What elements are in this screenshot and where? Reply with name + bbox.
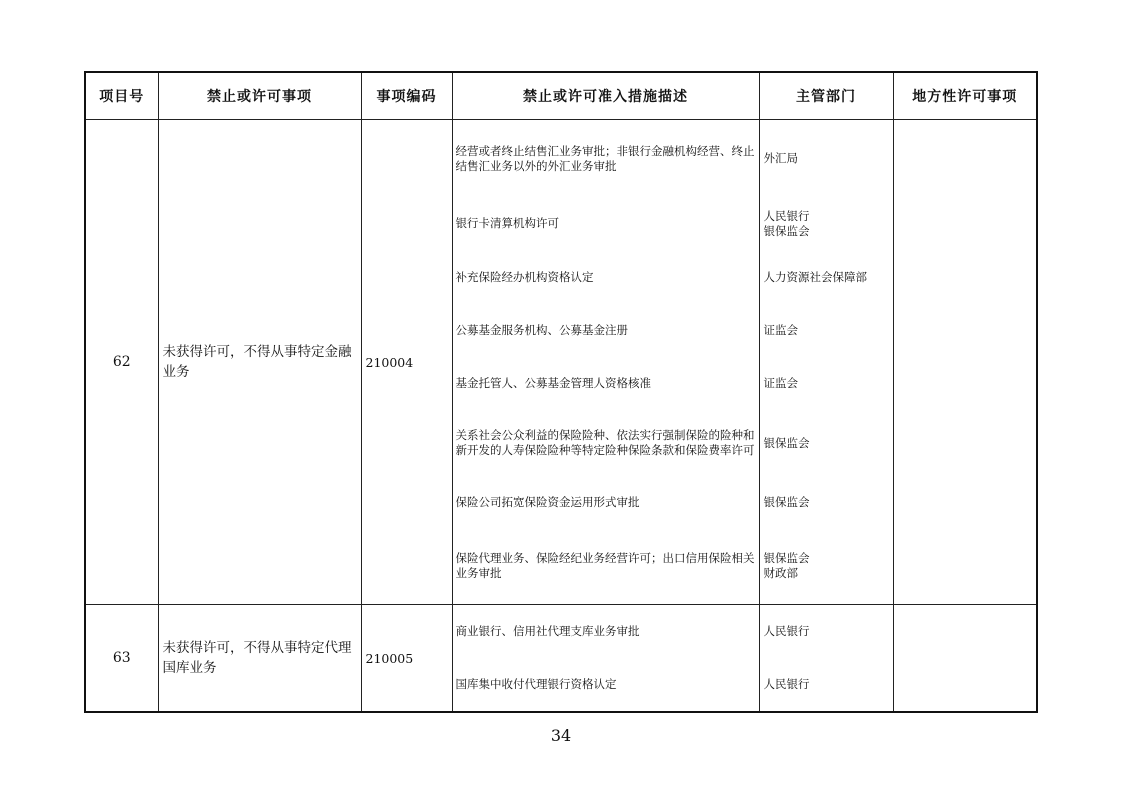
department-cell — [759, 120, 893, 605]
measure-description: 商业银行、信用社代理支库业务审批 — [455, 624, 640, 638]
department: 银保监会 财政部 — [763, 551, 810, 580]
item-number: 62 — [85, 120, 158, 605]
measure-description: 国库集中收付代理银行资格认定 — [455, 677, 617, 691]
header-local-permit: 地方性许可事项 — [893, 72, 1037, 120]
local-permit-cell — [893, 605, 1037, 713]
department: 人力资源社会保障部 — [763, 269, 867, 284]
local-permit-cell — [893, 120, 1037, 605]
header-item-number: 项目号 — [85, 72, 158, 120]
item-code: 210004 — [361, 120, 452, 605]
measure-description: 保险代理业务、保险经纪业务经营许可；出口信用保险相关业务审批 — [455, 551, 755, 580]
header-item-name: 禁止或许可事项 — [158, 72, 361, 120]
measure-description: 保险公司拓宽保险资金运用形式审批 — [455, 494, 640, 509]
measure-description: 补充保险经办机构资格认定 — [455, 269, 594, 284]
page-number: 34 — [550, 726, 572, 745]
item-name: 未获得许可，不得从事特定代理国库业务 — [158, 605, 361, 713]
item-name: 未获得许可，不得从事特定金融业务 — [158, 120, 361, 605]
department: 银保监会 — [763, 494, 810, 509]
department: 证监会 — [763, 375, 798, 390]
measure-description-cell — [452, 605, 759, 713]
table-row — [85, 605, 1037, 713]
header-department: 主管部门 — [759, 72, 893, 120]
department: 人民银行 — [763, 677, 810, 691]
measure-description-cell — [452, 120, 759, 605]
department-cell — [759, 605, 893, 713]
measure-description: 公募基金服务机构、公募基金注册 — [455, 322, 628, 337]
permit-table — [84, 71, 1038, 713]
measure-description: 经营或者终止结售汇业务审批；非银行金融机构经营、终止结售汇业务以外的外汇业务审批 — [455, 143, 755, 173]
department: 人民银行 — [763, 624, 810, 638]
table-row — [85, 120, 1037, 605]
measure-description: 关系社会公众利益的保险险种、依法实行强制保险的险种和新开发的人寿保险险种等特定险种保险条款和保险费率许可 — [455, 428, 755, 457]
item-code: 210005 — [361, 605, 452, 713]
measure-description: 基金托管人、公募基金管理人资格核准 — [455, 375, 651, 390]
department: 银保监会 — [763, 435, 810, 450]
measure-description: 银行卡清算机构许可 — [455, 216, 559, 230]
table-header-row — [85, 72, 1037, 120]
item-number: 63 — [85, 605, 158, 713]
header-item-code: 事项编码 — [361, 72, 452, 120]
department: 证监会 — [763, 322, 798, 337]
department: 外汇局 — [763, 151, 798, 165]
header-measure-description: 禁止或许可准入措施描述 — [452, 72, 759, 120]
department: 人民银行 银保监会 — [763, 208, 810, 238]
